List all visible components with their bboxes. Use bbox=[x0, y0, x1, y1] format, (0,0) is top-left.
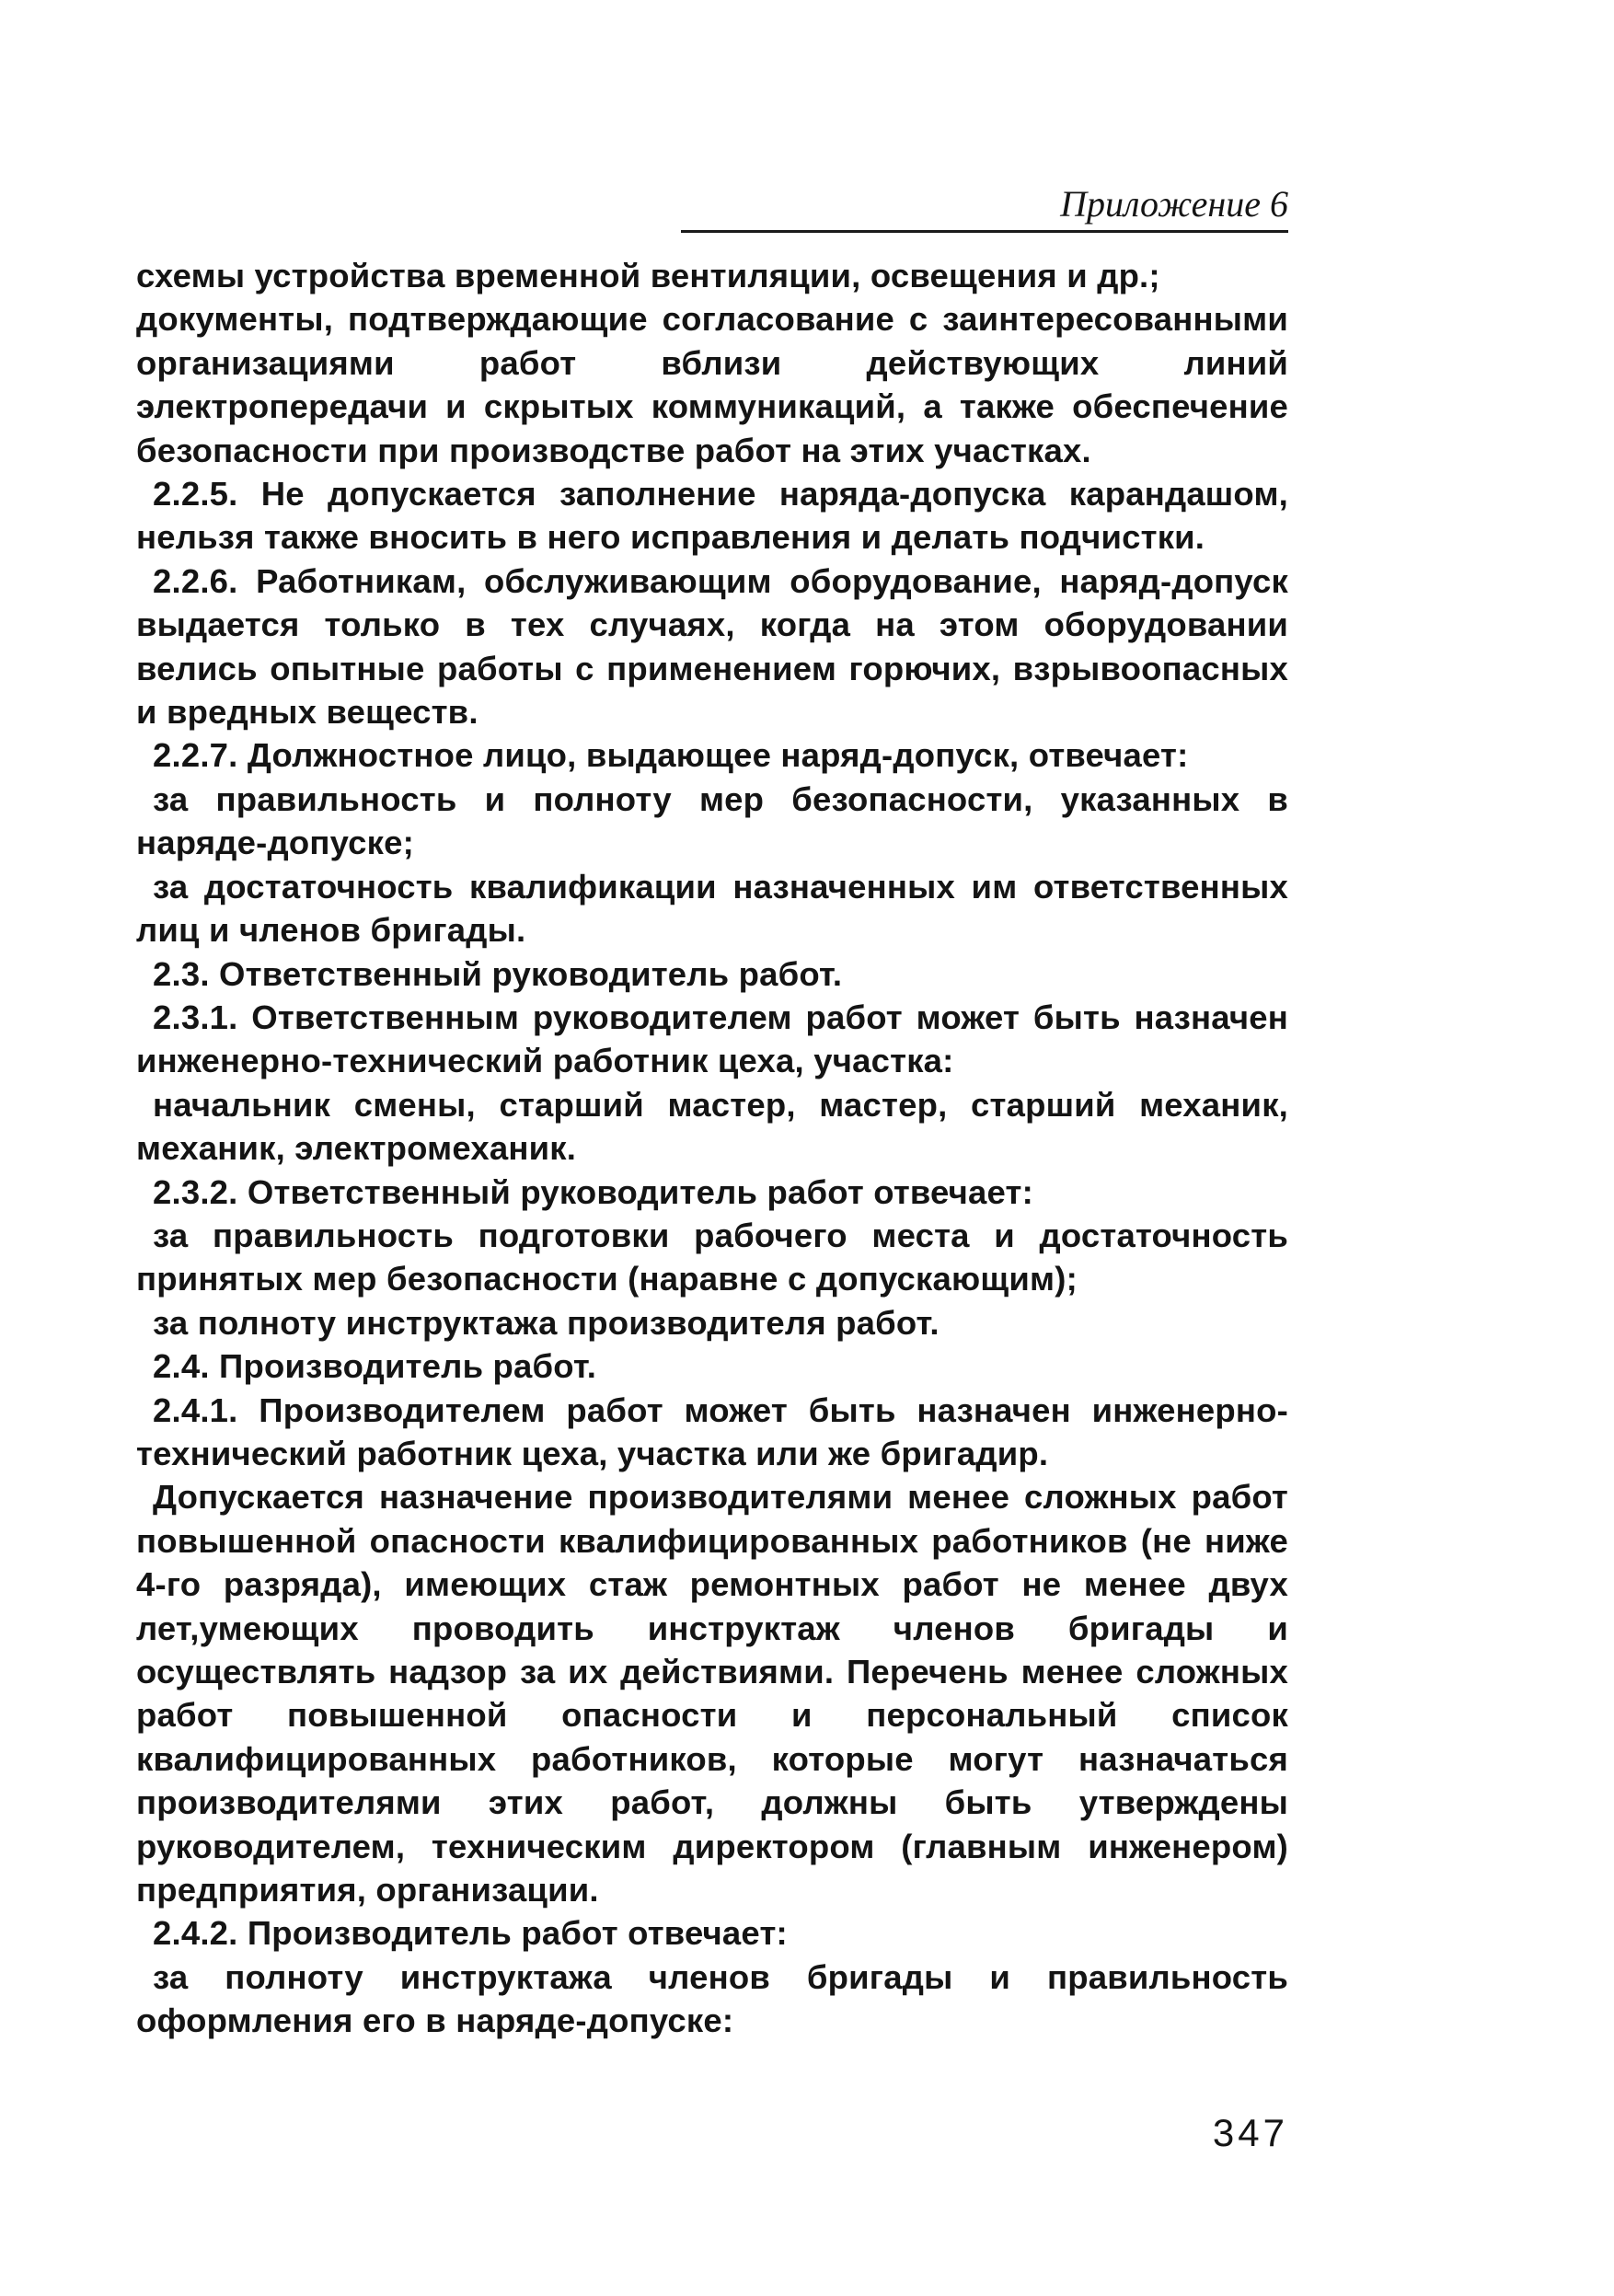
running-header: Приложение 6 bbox=[1060, 183, 1288, 225]
paragraph-workplace-preparation: за правильность подготовки рабочего места и достаточность принятых мер безопасности (наравне с допускающим); bbox=[136, 1216, 1288, 1298]
paragraph-qualified-workers: Допускается назначение производителями менее сложных работ повышенной опасности квалифицированных работников (не ниже 4-го разряда), имеющих стаж ремонтных работ не менее двух лет,умеющих проводить инструктаж членов бригады и осуществлять надзор за их действиями. Перечень менее сложных работ повышенной опасности и персональный список квалифицированных работников, которые могут назначаться производителями этих работ, должны быть утверждены руководителем, техническим директором (главным инженером) предприятия, организации. bbox=[136, 1478, 1288, 1909]
paragraph-supervisor-list: начальник смены, старший мастер, мастер, старший механик, механик, электромеханик. bbox=[136, 1085, 1288, 1168]
paragraph-2-4-1: 2.4.1. Производителем работ может быть назначен инженерно-технический работник цеха, участка или же бригадир. bbox=[136, 1390, 1288, 1472]
paragraph-ventilation-schemes: схемы устройства временной вентиляции, освещения и др.; bbox=[136, 257, 1160, 294]
paragraph-foreman-briefing: за полноту инструктажа производителя работ. bbox=[153, 1303, 940, 1342]
paragraph-2-3-2: 2.3.2. Ответственный руководитель работ отвечает: bbox=[153, 1172, 1033, 1211]
paragraph-safety-measures: за правильность и полноту мер безопасности, указанных в наряде-допуске; bbox=[136, 779, 1288, 862]
header-rule bbox=[681, 230, 1288, 233]
paragraph-2-2-7: 2.2.7. Должностное лицо, выдающее наряд-допуск, отвечает: bbox=[153, 736, 1189, 775]
page-number: 347 bbox=[1212, 2111, 1288, 2154]
paragraph-crew-briefing: за полноту инструктажа членов бригады и правильность оформления его в наряде-допуске: bbox=[136, 1957, 1288, 2040]
body-text bbox=[136, 254, 1288, 2043]
paragraph-2-2-6: 2.2.6. Работникам, обслуживающим оборудование, наряд-допуск выдается только в тех случаях, когда на этом оборудовании велись опытные работы с применением горючих, взрывоопасных и вредных веществ. bbox=[136, 561, 1288, 732]
paragraph-qualification: за достаточность квалификации назначенных им ответственных лиц и членов бригады. bbox=[136, 867, 1288, 950]
paragraph-2-2-5: 2.2.5. Не допускается заполнение наряда-допуска карандашом, нельзя также вносить в него исправления и делать подчистки. bbox=[136, 475, 1288, 557]
section-heading-2-3: 2.3. Ответственный руководитель работ. bbox=[153, 954, 843, 993]
paragraph-approval-documents: документы, подтверждающие согласование с заинтересованными организациями работ вблизи действующих линий электропередачи и скрытых коммуникаций, а также обеспечение безопасности при производстве работ на этих участках. bbox=[136, 300, 1288, 469]
paragraph-2-3-1: 2.3.1. Ответственным руководителем работ может быть назначен инженерно-технический работник цеха, участка: bbox=[136, 998, 1288, 1080]
paragraph-2-4-2: 2.4.2. Производитель работ отвечает: bbox=[153, 1914, 788, 1953]
section-heading-2-4: 2.4. Производитель работ. bbox=[153, 1347, 597, 1386]
